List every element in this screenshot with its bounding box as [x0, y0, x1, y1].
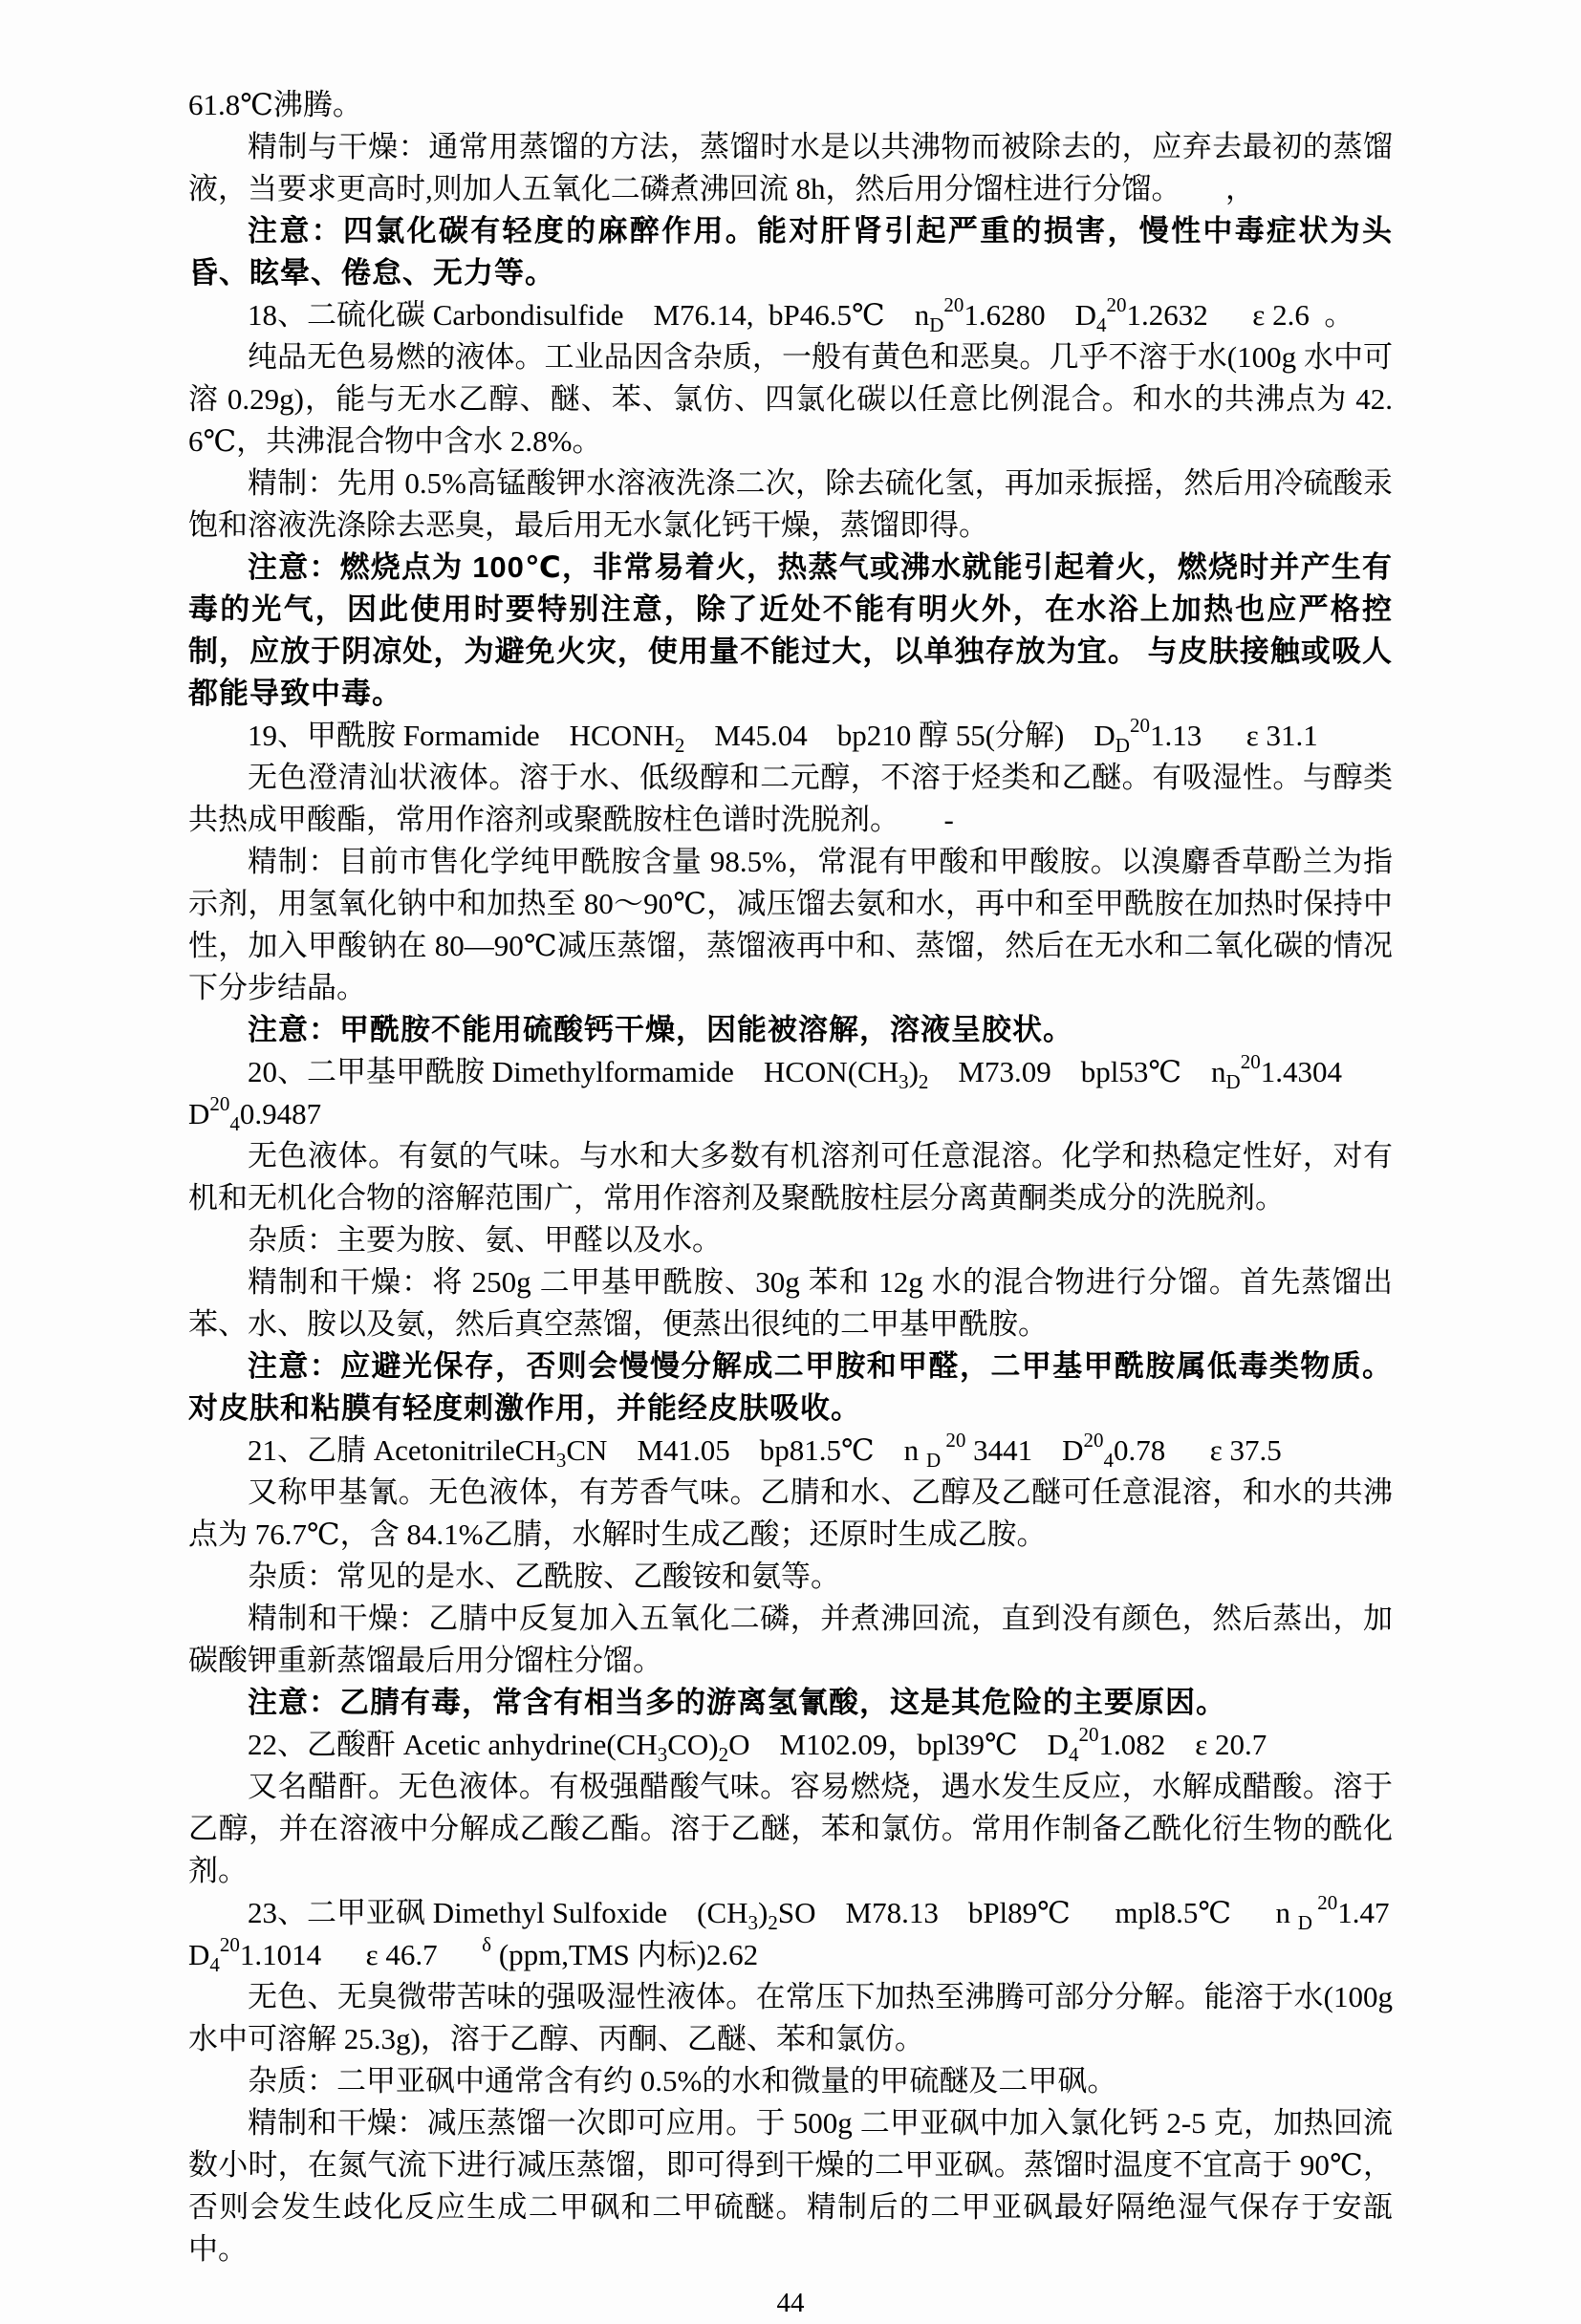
- para-cs2-purify: [188, 463, 1393, 547]
- para-formamide-warning: [188, 1009, 1393, 1051]
- para-entry-18-header-carbondisulfide: [188, 294, 1393, 336]
- formula-subscript: D: [1297, 1911, 1312, 1934]
- text-segment: (ppm,TMS 内标)2.62: [491, 1938, 759, 1971]
- formula-subscript: 4: [1096, 313, 1107, 336]
- formula-superscript: 20: [1078, 1723, 1099, 1746]
- text-segment: 20、二甲基甲酰胺 Dimethylformamide HCON(CH: [248, 1055, 899, 1088]
- text-segment: 又名醋酐。无色液体。有极强醋酸气味。容易燃烧，遇水发生反应，水解成醋酸。溶于乙醇，并在溶液中分解成乙酸乙酯。溶于乙醚，苯和氯仿。常用作制备乙酰化衍生物的酰化剂。: [188, 1770, 1393, 1887]
- text-segment: 精制与干燥：通常用蒸馏的方法，蒸馏时水是以共沸物而被除去的，应弃去最初的蒸馏液，当要求更高时,则加人五氧化二磷煮沸回流 8h，然后用分馏柱进行分馏。 ，: [188, 130, 1393, 205]
- para-entry-22-header-acetic-anhydride: [188, 1724, 1393, 1766]
- text-segment: 19、甲酰胺 Formamide HCONH: [248, 719, 675, 752]
- para-dmf-purify-dry: [188, 1261, 1393, 1345]
- formula-subscript: 2: [768, 1911, 778, 1934]
- text-segment: D: [188, 1097, 210, 1130]
- para-cs2-description: [188, 336, 1393, 463]
- text-segment: 1.6280 D: [964, 298, 1097, 332]
- para-entry-19-header-formamide: [188, 715, 1393, 757]
- formula-subscript: 4: [1103, 1449, 1114, 1472]
- text-segment: 1.13 ε 31.1: [1149, 719, 1318, 752]
- text-segment: 注意：乙腈有毒，常含有相当多的游离氢氰酸，这是其危险的主要原因。: [248, 1686, 1226, 1719]
- formula-superscript: δ: [482, 1933, 492, 1956]
- formula-subscript: 3: [747, 1911, 759, 1934]
- text-segment: 21、乙腈 AcetonitrileCH: [248, 1433, 556, 1467]
- formula-subscript: 2: [718, 1743, 729, 1766]
- text-segment: 精制和干燥：减压蒸馏一次即可应用。于 500g 二甲亚砜中加入氯化钙 2-5 克，加热回流数小时，在氮气流下进行减压蒸馏，即可得到干燥的二甲亚砜。蒸馏时温度不宜高于 90℃，否则会发生歧化反应生成二甲砜和二甲硫醚。精制后的二甲亚砜最好隔绝湿气保存于安瓿中。: [188, 2106, 1393, 2266]
- text-segment: 1.2632 ε 2.6 。: [1126, 298, 1354, 332]
- formula-superscript: 20: [943, 293, 964, 316]
- text-segment: 精制：目前市售化学纯甲酰胺含量 98.5%，常混有甲酸和甲酸胺。以溴麝香草酚兰为指示剂，用氢氧化钠中和加热至 80～90℃，减压馏去氨和水，再中和至甲酰胺在加热时保持中性，加入甲酸钠在 80—90℃减压蒸馏，蒸馏液再中和、蒸馏，然后在无水和二氧化碳的情况下分步结晶。: [188, 845, 1393, 1004]
- text-segment: 1.47: [1337, 1896, 1390, 1929]
- formula-superscript: 20: [1311, 1891, 1338, 1914]
- text-segment: 精制和干燥：乙腈中反复加入五氧化二磷，并煮沸回流，直到没有颜色，然后蒸出，加碳酸钾重新蒸馏最后用分馏柱分馏。: [188, 1602, 1393, 1677]
- para-formamide-purify: [188, 841, 1393, 1009]
- para-acetonitrile-description: [188, 1472, 1393, 1556]
- para-dmso-purify-dry: [188, 2102, 1393, 2270]
- text-segment: 61.8℃沸腾。: [188, 88, 362, 121]
- formula-subscript: 2: [674, 734, 685, 757]
- para-acetonitrile-impurities: [188, 1556, 1393, 1598]
- text-segment: CN M41.05 bp81.5℃ n: [566, 1433, 926, 1467]
- para-acetonitrile-purify-dry: [188, 1598, 1393, 1682]
- para-entry-23-header-dmso: [188, 1892, 1393, 1934]
- text-segment: 23、二甲亚砜 Dimethyl Sulfoxide (CH: [248, 1896, 748, 1929]
- text-segment: O M102.09，bpl39℃ D: [728, 1728, 1070, 1761]
- para-continued-boiling-point: [188, 84, 1393, 126]
- para-dmf-density: [188, 1093, 1393, 1135]
- para-dmf-description: [188, 1135, 1393, 1219]
- page-number: 44: [776, 2288, 805, 2318]
- para-dmso-data-line2: [188, 1934, 1393, 1976]
- text-segment: 无色澄清汕状液体。溶于水、低级醇和二元醇，不溶于烃类和乙醚。有吸湿性。与醇类共热成甲酸酯，常用作溶剂或聚酰胺柱色谱时洗脱剂。 -: [188, 761, 1393, 836]
- para-dmso-impurities: [188, 2060, 1393, 2102]
- text-segment: SO M78.13 bPl89℃ mpl8.5℃ n: [777, 1896, 1298, 1929]
- text-segment: 无色、无臭微带苦味的强吸湿性液体。在常压下加热至沸腾可部分分解。能溶于水(100g 水中可溶解 25.3g)，溶于乙醇、丙酮、乙醚、苯和氯仿。: [188, 1980, 1393, 2055]
- text-segment: 注意：甲酰胺不能用硫酸钙干燥，因能被溶解，溶液呈胶状。: [248, 1013, 1073, 1046]
- text-segment: 注意：应避光保存，否则会慢慢分解成二甲胺和甲醛，二甲基甲酰胺属低毒类物质。对皮肤和粘膜有轻度刺激作用，并能经皮肤吸收。: [188, 1349, 1393, 1425]
- para-dmf-impurities: [188, 1219, 1393, 1261]
- para-cs2-warning: [188, 547, 1393, 715]
- formula-superscript: 20: [1106, 293, 1127, 316]
- text-segment: 又称甲基氰。无色液体，有芳香气味。乙腈和水、乙醇及乙醚可任意混溶，和水的共沸点为 76.7℃，含 84.1%乙腈，水解时生成乙酸；还原时生成乙胺。: [188, 1475, 1393, 1551]
- text-segment: 精制：先用 0.5%高锰酸钾水溶液洗涤二次，除去硫化氢，再加汞振摇，然后用冷硫酸汞饱和溶液洗涤除去恶臭，最后用无水氯化钙干燥，蒸馏即得。: [188, 466, 1393, 542]
- document-body: [188, 84, 1393, 2270]
- formula-subscript: D: [925, 1449, 942, 1472]
- para-entry-20-header-dmf: [188, 1051, 1393, 1093]
- text-segment: D: [188, 1938, 210, 1971]
- para-dmso-description: [188, 1976, 1393, 2060]
- formula-superscript: 20: [219, 1933, 240, 1956]
- text-segment: 杂质：二甲亚砜中通常含有约 0.5%的水和微量的甲硫醚及二甲砜。: [248, 2064, 1117, 2098]
- text-segment: 0.78 ε 37.5: [1114, 1433, 1282, 1467]
- text-segment: 注意：四氯化碳有轻度的麻醉作用。能对肝肾引起严重的损害，慢性中毒症状为头昏、眩晕、倦怠、无力等。: [188, 214, 1393, 290]
- formula-subscript: 4: [209, 1953, 220, 1976]
- para-acetic-anhydride-description: [188, 1766, 1393, 1892]
- text-segment: CO): [667, 1728, 719, 1761]
- text-segment: 1.082 ε 20.7: [1098, 1728, 1267, 1761]
- text-segment: 18、二硫化碳 Carbondisulfide M76.14, bP46.5℃ n: [248, 298, 930, 332]
- text-segment: ): [908, 1055, 919, 1088]
- text-segment: 杂质：常见的是水、乙酰胺、乙酸铵和氨等。: [248, 1560, 840, 1593]
- formula-subscript: 2: [918, 1070, 929, 1093]
- text-segment: 1.1014 ε 46.7: [239, 1938, 483, 1971]
- para-formamide-description: [188, 757, 1393, 841]
- text-segment: M73.09 bpl53℃ n: [928, 1055, 1226, 1088]
- para-ccl4-warning: [188, 210, 1393, 294]
- text-segment: 注意：燃烧点为 100℃，非常易着火，热蒸气或沸水就能引起着火，燃烧时并产生有毒的光气，因此使用时要特别注意，除了近处不能有明火外，在水浴上加热也应严格控制，应放于阴凉处，为避免火灾，使用量不能过大，以单独存放为宜。 与皮肤接触或吸人都能导致中毒。: [188, 550, 1393, 710]
- text-segment: 1.4304: [1260, 1055, 1342, 1088]
- formula-superscript: 20: [1129, 714, 1150, 737]
- formula-subscript: D: [929, 313, 944, 336]
- para-ccl4-purify-dry: [188, 126, 1393, 210]
- formula-superscript: 20: [1083, 1429, 1104, 1452]
- text-segment: 纯品无色易燃的液体。工业品因含杂质，一般有黄色和恶臭。几乎不溶于水(100g 水中可溶 0.29g)，能与无水乙醇、醚、苯、氯仿、四氯化碳以任意比例混合。和水的共沸点为 42.6℃，共沸混合物中含水 2.8%。: [188, 340, 1393, 458]
- text-segment: M45.04 bp210 醇 55(分解) D: [684, 719, 1115, 752]
- formula-subscript: 3: [555, 1449, 567, 1472]
- text-segment: 杂质：主要为胺、氨、甲醛以及水。: [248, 1223, 722, 1257]
- para-dmf-warning: [188, 1345, 1393, 1430]
- text-segment: 无色液体。有氨的气味。与水和大多数有机溶剂可任意混溶。化学和热稳定性好，对有机和无机化合物的溶解范围广，常用作溶剂及聚酰胺柱层分离黄酮类成分的洗脱剂。: [188, 1139, 1393, 1215]
- formula-subscript: 3: [899, 1070, 909, 1093]
- formula-subscript: 3: [657, 1743, 668, 1766]
- page-footer: [188, 2282, 1393, 2324]
- formula-subscript: 4: [1069, 1743, 1079, 1766]
- text-segment: ): [758, 1896, 769, 1929]
- formula-superscript: 20: [1240, 1050, 1261, 1073]
- text-segment: 0.9487: [239, 1097, 322, 1130]
- para-entry-21-header-acetonitrile: [188, 1430, 1393, 1472]
- text-segment: 3441 D: [965, 1433, 1084, 1467]
- formula-superscript: 20: [209, 1092, 230, 1115]
- text-segment: 22、乙酸酐 Acetic anhydrine(CH: [248, 1728, 658, 1761]
- formula-subscript: D: [1115, 734, 1130, 757]
- formula-subscript: 4: [229, 1112, 240, 1135]
- text-segment: 精制和干燥：将 250g 二甲基甲酰胺、30g 苯和 12g 水的混合物进行分馏。首先蒸馏出苯、水、胺以及氨，然后真空蒸馏，便蒸出很纯的二甲基甲酰胺。: [188, 1265, 1393, 1341]
- formula-superscript: 20: [941, 1429, 966, 1452]
- formula-subscript: D: [1225, 1070, 1241, 1093]
- para-acetonitrile-warning: [188, 1682, 1393, 1724]
